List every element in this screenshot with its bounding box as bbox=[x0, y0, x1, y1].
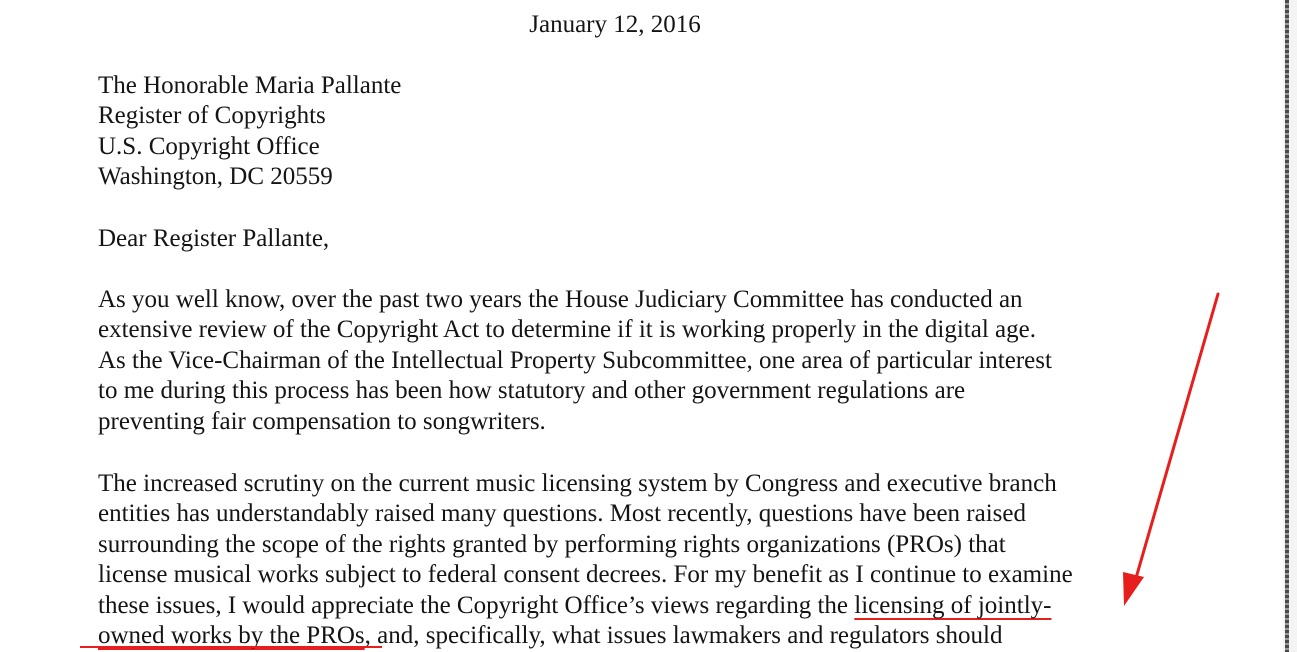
paragraph-1-line-1: As you well know, over the past two years the House Judiciary Committee has conducted an bbox=[98, 286, 1023, 313]
paragraph-2-line-6 bbox=[98, 621, 1002, 651]
address-line-3: U.S. Copyright Office bbox=[98, 133, 320, 160]
page-edge-border bbox=[1283, 0, 1297, 652]
paragraph-1-line-3: As the Vice-Chairman of the Intellectual Property Subcommittee, one area of particular interest bbox=[98, 347, 1052, 374]
letter-date: January 12, 2016 bbox=[529, 11, 701, 38]
paragraph-2-line-4: license musical works subject to federal consent decrees. For my benefit as I continue to examine bbox=[98, 561, 1073, 588]
address-line-2: Register of Copyrights bbox=[98, 102, 326, 129]
paragraph-2-line-6-text: , and, specifically, what issues lawmakers and regulators should bbox=[364, 622, 1003, 649]
arrow-head-icon bbox=[1123, 572, 1144, 606]
paragraph-1-line-2: extensive review of the Copyright Act to determine if it is working properly in the digital age. bbox=[98, 316, 1036, 343]
paragraph-1-line-5: preventing fair compensation to songwriters. bbox=[98, 408, 546, 435]
highlighted-phrase-part-1: licensing of jointly- bbox=[854, 592, 1052, 619]
paragraph-1-line-4: to me during this process has been how statutory and other government regulations are bbox=[98, 377, 966, 404]
address-line-1: The Honorable Maria Pallante bbox=[98, 72, 402, 99]
paragraph-2-line-5 bbox=[98, 591, 1051, 621]
arrow-shaft bbox=[1136, 294, 1218, 578]
highlighted-phrase-part-2: owned works by the PROs bbox=[98, 622, 365, 649]
salutation: Dear Register Pallante, bbox=[98, 225, 330, 252]
paragraph-2-line-5-text: these issues, I would appreciate the Copyright Office’s views regarding the bbox=[98, 592, 855, 619]
paragraph-2-line-3: surrounding the scope of the rights granted by performing rights organizations (PROs) that bbox=[98, 531, 1006, 558]
page-edge-line bbox=[1285, 0, 1289, 652]
paragraph-2-line-1: The increased scrutiny on the current music licensing system by Congress and executive branch bbox=[98, 470, 1057, 497]
address-line-4: Washington, DC 20559 bbox=[98, 163, 333, 190]
paragraph-2-line-2: entities has understandably raised many questions. Most recently, questions have been raised bbox=[98, 500, 1027, 527]
